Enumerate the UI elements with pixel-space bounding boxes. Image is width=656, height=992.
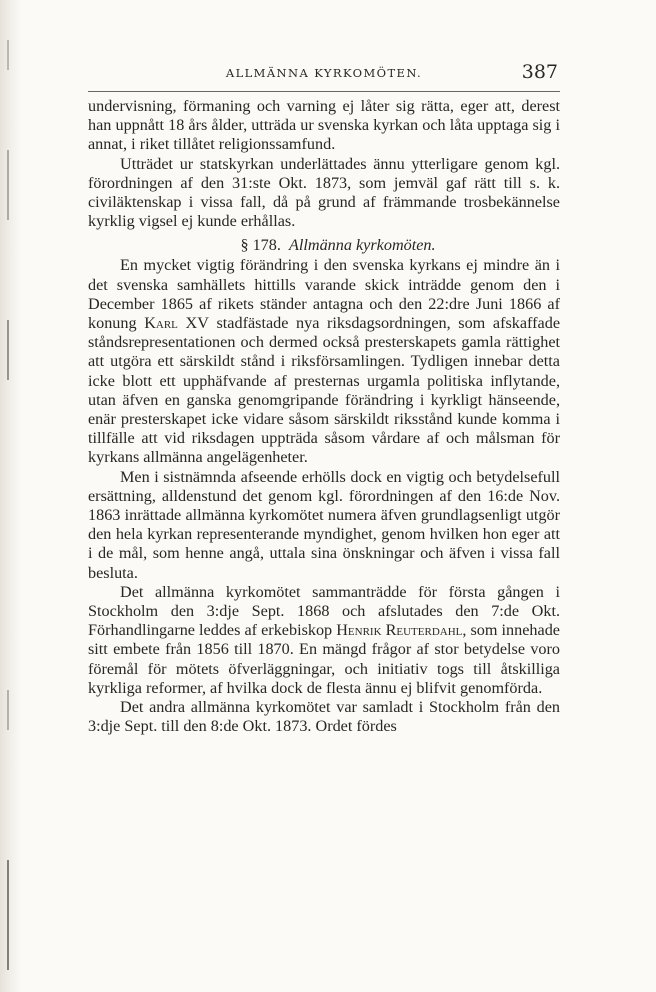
header-rule (88, 91, 560, 92)
paragraph-ersattning: Men i sistnämnda afseende erhölls dock en vigtig och betydelsefull ersättning, alldenstund det genom kgl. förordningen af den 16:de Nov. 1863 inrättade allmänna kyrkomötet numera äfven grundlagsenligt utgör den hela kyrkan representerande myndighet, genom hvilken hon eger att i de mål, som henne angå, uttala sina önskningar och äfven i vissa fall besluta. (88, 467, 560, 582)
edge-mark (7, 320, 9, 380)
section-heading (88, 234, 560, 256)
paragraph-continued: undervisning, förmaning och varning ej låter sig rätta, eger att, derest han uppnått 18 års ålder, utträda ur svenska kyrkan och låta upptaga sig i annat, i riket tillåtet religionssamfund. (88, 97, 560, 154)
page-edge-shadow (0, 0, 22, 992)
section-number: § 178. (240, 236, 281, 255)
edge-mark (7, 40, 9, 70)
page-body (88, 97, 560, 737)
edge-mark (7, 150, 9, 220)
person-name: Henrik Reuterdahl (336, 621, 463, 640)
section-title: Allmänna kyrkomöten. (289, 236, 436, 255)
text-run: stadfästade nya riksdagsordningen, som afskaffade ståndsrepresentationen och dermed också presterskapets gamla rättighet att utgöra ett särskildt stånd i riksförsamlingen. Tydligen innebar detta icke blott ett upphäfvande af presternas urgamla politiska inflytande, utan äfven en ganska genomgripande förändring i kyrkligt hänseende, enär presterskapet icke vidare såsom särskildt riksstånd kunde komma i tillfälle att vid riksdagen uppträda såsom vårdare af och målsman för kyrkans allmänna angelägenheter. (88, 314, 561, 467)
page-number: 387 (521, 61, 558, 83)
paragraph-uttradet: Utträdet ur statskyrkan underlättades ännu ytterligare genom kgl. förordningen af den 31:ste Okt. 1873, som jemväl gaf rätt till s. k. civiläktenskap i vissa fall, då på grund af främmande trosbekännelse kyrklig vigsel ej kunde erhållas. (88, 154, 560, 231)
text-run: Det allmänna kyrkomötet sammanträdde för första gången i Stockholm den 3:dje Sept. 1868 och afslutades den 7:de Okt. Förhandlingarne leddes af erkebiskop (88, 582, 560, 640)
edge-mark (7, 690, 9, 730)
text-run: En mycket vigtig förändring i den svenska kyrkans ej mindre än i det svenska samhällets hittills varande skick inträdde genom den i December 1865 af rikets ständer antagna och den 22:dre Juni 1866 af konung (88, 256, 560, 333)
running-title: ALLMÄNNA KYRKOMÖTEN. (225, 66, 423, 80)
person-name: Karl XV (144, 314, 209, 333)
running-header (88, 61, 560, 92)
edge-mark (7, 860, 9, 970)
paragraph-forandring (88, 256, 560, 467)
text-run: , som innehade sitt embete från 1856 till 1870. En mängd frågor af stor betydelse voro föremål för mötets öfverläggningar, och initiativ togs till åtskilliga kyrkliga reformer, af hvilka dock de flesta ännu ej blifvit genomförda. (88, 621, 560, 697)
paragraph-andra-motet: Det andra allmänna kyrkomötet var samladt i Stockholm från den 3:dje Sept. till den 8:de Okt. 1873. Ordet fördes (88, 698, 560, 736)
paragraph-forsta-motet (88, 583, 560, 698)
